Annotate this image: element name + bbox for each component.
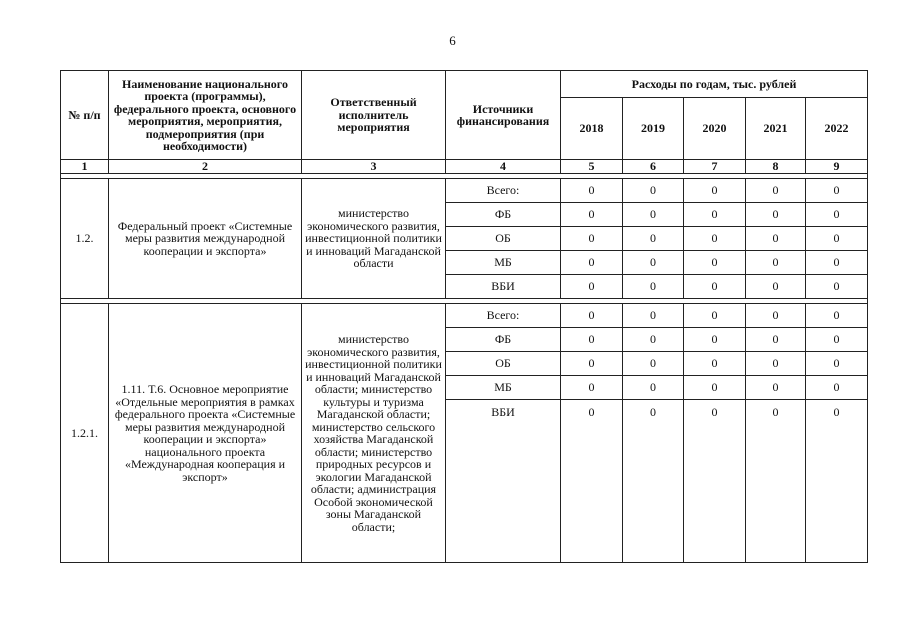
column-number: 4 xyxy=(446,160,561,174)
row-number: 1.2. xyxy=(61,179,109,299)
header-year: 2018 xyxy=(561,98,623,160)
value-cell: 0 xyxy=(806,328,868,352)
header-executor: Ответственный исполнитель мероприятия xyxy=(302,71,446,160)
header-year: 2022 xyxy=(806,98,868,160)
header-year: 2021 xyxy=(746,98,806,160)
value-cell: 0 xyxy=(684,400,746,563)
value-cell: 0 xyxy=(561,328,623,352)
value-cell: 0 xyxy=(684,227,746,251)
value-cell: 0 xyxy=(746,352,806,376)
value-cell: 0 xyxy=(746,227,806,251)
value-cell: 0 xyxy=(746,376,806,400)
value-cell: 0 xyxy=(561,275,623,299)
value-cell: 0 xyxy=(561,400,623,563)
value-cell: 0 xyxy=(623,275,684,299)
value-cell: 0 xyxy=(746,179,806,203)
column-number: 8 xyxy=(746,160,806,174)
header-expenses: Расходы по годам, тыс. рублей xyxy=(561,71,868,98)
source-label: МБ xyxy=(446,376,561,400)
value-cell: 0 xyxy=(806,275,868,299)
value-cell: 0 xyxy=(806,227,868,251)
value-cell: 0 xyxy=(623,352,684,376)
value-cell: 0 xyxy=(806,251,868,275)
value-cell: 0 xyxy=(561,227,623,251)
value-cell: 0 xyxy=(746,275,806,299)
page-number: 6 xyxy=(449,33,456,48)
source-label: Всего: xyxy=(446,304,561,328)
value-cell: 0 xyxy=(746,328,806,352)
value-cell: 0 xyxy=(746,400,806,563)
value-cell: 0 xyxy=(746,304,806,328)
value-cell: 0 xyxy=(806,304,868,328)
value-cell: 0 xyxy=(746,251,806,275)
source-label: Всего: xyxy=(446,179,561,203)
source-label: ФБ xyxy=(446,328,561,352)
header-name: Наименование национального проекта (программы), федерального проекта, основного мероприятия, мероприятия, подмероприятия (при необходимости) xyxy=(109,71,302,160)
value-cell: 0 xyxy=(684,275,746,299)
budget-table xyxy=(60,70,868,563)
value-cell: 0 xyxy=(561,251,623,275)
value-cell: 0 xyxy=(684,304,746,328)
value-cell: 0 xyxy=(561,179,623,203)
value-cell: 0 xyxy=(806,179,868,203)
value-cell: 0 xyxy=(684,251,746,275)
value-cell: 0 xyxy=(623,251,684,275)
source-label: ОБ xyxy=(446,227,561,251)
value-cell: 0 xyxy=(684,376,746,400)
row-executor: министерство экономического развития, инвестиционной политики и инноваций Магаданской области xyxy=(302,179,446,299)
row-executor: министерство экономического развития, инвестиционной политики и инноваций Магаданской области; министерство культуры и туризма Магаданской области; министерство сельского хозяйства Магаданской области; министерство природных ресурсов и экологии Магаданской области; администрация Особой экономической зоны Магаданской области; xyxy=(302,304,446,563)
value-cell: 0 xyxy=(806,352,868,376)
column-number: 9 xyxy=(806,160,868,174)
column-number: 5 xyxy=(561,160,623,174)
value-cell: 0 xyxy=(623,227,684,251)
value-cell: 0 xyxy=(684,179,746,203)
value-cell: 0 xyxy=(561,203,623,227)
header-num: № п/п xyxy=(61,71,109,160)
source-label: ВБИ xyxy=(446,400,561,563)
value-cell: 0 xyxy=(684,328,746,352)
column-number: 7 xyxy=(684,160,746,174)
header-year: 2019 xyxy=(623,98,684,160)
value-cell: 0 xyxy=(623,400,684,563)
value-cell: 0 xyxy=(623,376,684,400)
header-sources: Источники финансирования xyxy=(446,71,561,160)
column-number: 6 xyxy=(623,160,684,174)
row-number: 1.2.1. xyxy=(61,304,109,563)
value-cell: 0 xyxy=(806,203,868,227)
value-cell: 0 xyxy=(623,328,684,352)
source-label: МБ xyxy=(446,251,561,275)
value-cell: 0 xyxy=(806,400,868,563)
row-name: Федеральный проект «Системные меры развития международной кооперации и экспорта» xyxy=(109,179,302,299)
value-cell: 0 xyxy=(561,352,623,376)
source-label: ОБ xyxy=(446,352,561,376)
value-cell: 0 xyxy=(623,203,684,227)
value-cell: 0 xyxy=(684,352,746,376)
value-cell: 0 xyxy=(623,179,684,203)
value-cell: 0 xyxy=(746,203,806,227)
header-year: 2020 xyxy=(684,98,746,160)
column-number: 3 xyxy=(302,160,446,174)
source-label: ВБИ xyxy=(446,275,561,299)
value-cell: 0 xyxy=(684,203,746,227)
value-cell: 0 xyxy=(561,304,623,328)
column-number: 2 xyxy=(109,160,302,174)
row-name: 1.11. Т.6. Основное мероприятие «Отдельные мероприятия в рамках федерального проекта «Системные меры развития международной кооперации и экспорта» национального проекта «Международная кооперация и экспорт» xyxy=(109,304,302,563)
value-cell: 0 xyxy=(623,304,684,328)
source-label: ФБ xyxy=(446,203,561,227)
value-cell: 0 xyxy=(561,376,623,400)
column-number: 1 xyxy=(61,160,109,174)
value-cell: 0 xyxy=(806,376,868,400)
